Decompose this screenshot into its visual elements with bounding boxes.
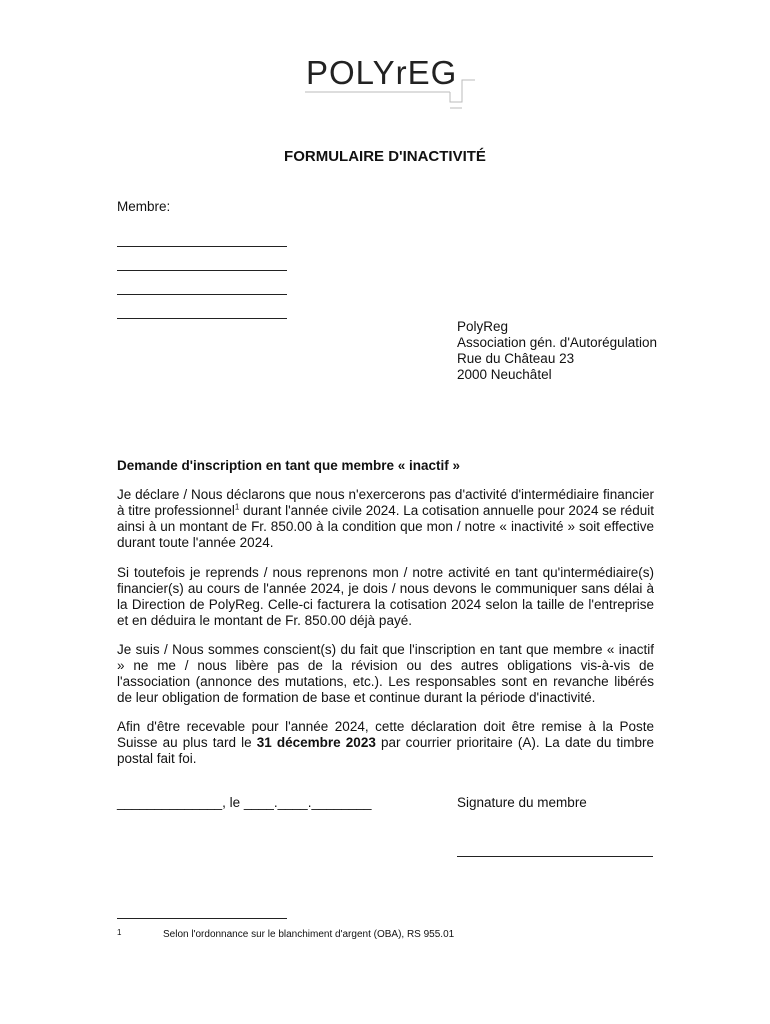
member-line-2[interactable]	[117, 270, 287, 271]
footnote-separator	[117, 918, 287, 919]
logo-graphic	[300, 50, 475, 110]
member-line-4[interactable]	[117, 318, 287, 319]
p4-text-cont: par courrier prioritaire (A). La date du timbre postal fait foi.	[117, 735, 654, 766]
paragraph-obligations: Je suis / Nous sommes conscient(s) du fait que l'inscription en tant que membre « inactif » ne me / nous libère pas de la révision ou des autres obligations vis-à-vis de l'association (annonce des mutations, etc.). Les responsables sont en revanche libérés de leur obligation de formation de base et continue durant la période d'inactivité.	[117, 642, 654, 705]
footnote-ref: 1	[234, 502, 240, 512]
address-line: Rue du Château 23	[457, 351, 575, 366]
signature-line[interactable]	[457, 856, 653, 857]
paragraph-declaration	[117, 487, 654, 551]
place-date-field[interactable]: ______________, le ____.____.________	[117, 795, 372, 810]
page-title: FORMULAIRE D'INACTIVITÉ	[284, 148, 486, 165]
paragraph-resumption: Si toutefois je reprends / nous reprenons mon / notre activité en tant qu'intermédiaire(s) financier(s) au cours de l'année 2024, je dois / nous devons le communiquer sans délai à la Direction de PolyReg. Celle-ci facturera la cotisation 2024 selon la taille de l'entreprise et en déduira le montant de Fr. 850.00 déjà payé.	[117, 565, 654, 628]
address-line: PolyReg	[457, 319, 509, 334]
p1-text: Je déclare / Nous déclarons que nous n'exercerons pas d'activité d'intermédiaire financier à titre professionnel	[117, 487, 654, 518]
logo-wordmark: POLYrEG	[306, 54, 458, 91]
p1-text-cont: durant l'année civile 2024. La cotisation annuelle pour 2024 se réduit ainsi à un montant de Fr. 850.00 à la condition que mon / notre « inactivité » soit effective durant toute l'année 2024.	[117, 503, 654, 550]
member-line-1[interactable]	[117, 246, 287, 247]
deadline-date: 31 décembre 2023	[256, 735, 376, 750]
polyreg-logo	[300, 50, 475, 110]
footnote-text: Selon l'ordonnance sur le blanchiment d'argent (OBA), RS 955.01	[163, 929, 455, 940]
address-line: Association gén. d'Autorégulation	[457, 335, 657, 350]
footnote-number: 1	[117, 928, 122, 937]
address-line: 2000 Neuchâtel	[457, 367, 552, 382]
subject-heading: Demande d'inscription en tant que membre « inactif »	[117, 458, 461, 473]
signature-label: Signature du membre	[457, 795, 587, 810]
member-line-3[interactable]	[117, 294, 287, 295]
recipient-address	[457, 319, 657, 383]
member-label: Membre:	[117, 199, 171, 214]
p4-text: Afin d'être recevable pour l'année 2024, cette déclaration doit être remise à la Poste Suisse au plus tard le	[117, 719, 654, 750]
paragraph-deadline	[117, 719, 654, 767]
